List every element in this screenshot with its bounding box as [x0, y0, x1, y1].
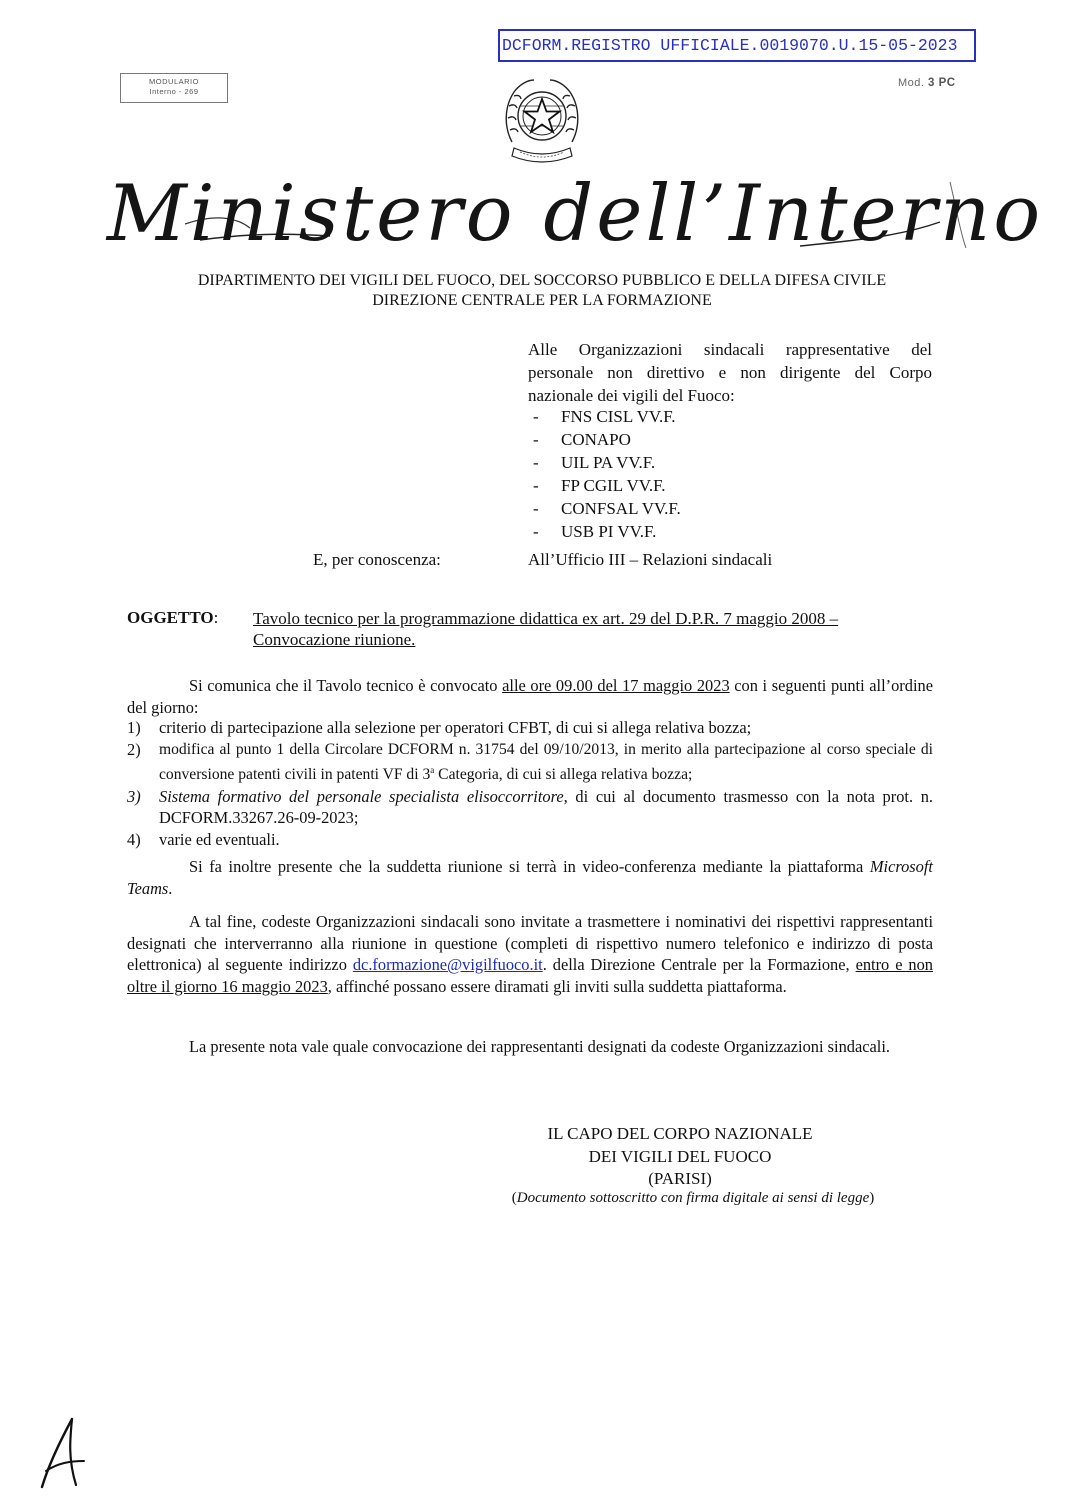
paragraph-text: [127, 675, 933, 718]
ministry-masthead-logo: [106, 162, 1044, 266]
text-run: . della Direzione Centrale per la Formazione,: [542, 955, 856, 974]
agenda-text: Categoria, di cui si allega relativa bozza;: [434, 766, 693, 784]
agenda-text: criterio di partecipazione alla selezione per operatori CFBT, di cui si allega relativa bozza;: [159, 718, 752, 737]
list-bullet: -: [533, 522, 539, 541]
subject-label: [127, 608, 218, 628]
list-bullet: -: [533, 407, 539, 426]
modulario-title: MODULARIO: [149, 77, 199, 86]
organization-name: USB PI VV.F.: [561, 522, 657, 541]
meeting-date-time: alle ore 09.00 del 17 maggio 2023: [502, 676, 730, 695]
subject-label-text: OGGETTO: [127, 608, 214, 627]
list-bullet: -: [533, 499, 539, 518]
department-header: [0, 271, 1084, 311]
paragraph-nominations: [127, 911, 933, 997]
note-text: Documento sottoscritto con firma digitale ai sensi di legge: [516, 1190, 870, 1206]
list-bullet: -: [533, 430, 539, 449]
organization-name: FNS CISL VV.F.: [561, 407, 676, 426]
agenda-number: 4): [127, 829, 141, 849]
text-run: con i seguenti punti all’ordine del giorno:: [127, 676, 933, 717]
paragraph-convocation: [127, 675, 933, 718]
text-run: Si fa inoltre presente che la suddetta riunione si terrà in video-conferenza mediante la piattaforma: [189, 857, 870, 876]
subject-colon: :: [213, 608, 219, 627]
subject-text: [253, 608, 933, 650]
handwritten-initial-icon: [36, 1415, 88, 1491]
modulario-code: Interno - 269: [149, 87, 199, 96]
signatory-title: DEI VIGILI DEL FUOCO: [588, 1146, 772, 1166]
organization-name: UIL PA VV.F.: [561, 453, 656, 472]
organization-name: CONAPO: [561, 430, 631, 449]
signature-block: [480, 1123, 880, 1191]
organization-name: CONFSAL VV.F.: [561, 499, 681, 518]
signatory-title: IL CAPO DEL CORPO NAZIONALE: [547, 1124, 813, 1143]
text-run: A tal fine, codeste Organizzazioni sindacali sono invitate a trasmettere i nominativi dei rispettivi rappresentanti designati che interverranno alla riunione in questione (completi di rispettivo numero telefonico e indirizzo di posta elettronica) al seguente indirizzo: [127, 912, 933, 974]
italian-republic-emblem-icon: [500, 72, 584, 166]
text-run: , affinché possano essere diramati gli inviti sulla suddetta piattaforma.: [327, 976, 787, 996]
signatory-name: (PARISI): [648, 1169, 712, 1188]
form-code: [898, 77, 956, 89]
agenda-number: 2): [127, 739, 141, 759]
department-name: DIPARTIMENTO DEI VIGILI DEL FUOCO, DEL SOCCORSO PUBBLICO E DELLA DIFESA CIVILE: [197, 272, 887, 289]
platform-name: Microsoft Teams: [127, 857, 933, 898]
addressees-intro: Alle Organizzazioni sindacali rappresentative del personale non direttivo e non dirigente del Corpo nazionale dei vigili del Fuoco:: [528, 340, 932, 405]
paragraph-videoconference: [127, 856, 933, 899]
deadline-date: entro e non oltre il giorno 16 maggio 2023: [127, 955, 934, 996]
organization-name: FP CGIL VV.F.: [561, 476, 666, 495]
cc-recipient: All’Ufficio III – Relazioni sindacali: [528, 550, 773, 569]
agenda-superscript: a: [430, 765, 435, 775]
list-bullet: -: [533, 453, 539, 472]
agenda-text: varie ed eventuali.: [159, 829, 280, 849]
agenda-item: [127, 717, 933, 739]
digital-signature-note: [420, 1190, 966, 1207]
agenda-number: 3): [127, 786, 141, 806]
form-code-prefix: Mod.: [898, 77, 925, 89]
paragraph-closing: La presente nota vale quale convocazione dei rappresentanti designati da codeste Organizzazioni sindacali.: [189, 1037, 891, 1056]
agenda-text: modifica al punto 1 della Circolare DCFORM n. 31754 del 09/10/2013, in merito alla partecipazione al corso speciale di conversione patenti civili in patenti VF di 3: [159, 740, 933, 784]
modulario-box: [120, 73, 228, 103]
list-bullet: -: [533, 476, 539, 495]
agenda-text: , di cui al documento trasmesso con la nota prot. n. DCFORM.33267.26-09-2023;: [159, 786, 934, 828]
subject-line: Convocazione riunione.: [253, 630, 416, 649]
paren: (: [511, 1190, 517, 1206]
agenda-item: [127, 739, 933, 786]
agenda-item: [127, 829, 933, 851]
protocol-stamp: DCFORM.REGISTRO UFFICIALE.0019070.U.15-05-2023: [498, 29, 976, 62]
text-run: .: [168, 878, 173, 898]
text-run: Si comunica che il Tavolo tecnico è convocato: [189, 676, 503, 695]
agenda-item: [127, 786, 933, 829]
directorate-name: DIREZIONE CENTRALE PER LA FORMAZIONE: [372, 292, 712, 309]
agenda-number: 1): [127, 718, 141, 737]
form-code-value: 3 PC: [928, 77, 956, 89]
subject-line: Tavolo tecnico per la programmazione didattica ex art. 29 del D.P.R. 7 maggio 2008 –: [253, 609, 839, 628]
agenda-list: [127, 717, 933, 850]
paren: ): [869, 1190, 875, 1206]
email-link[interactable]: dc.formazione@vigilfuoco.it: [352, 955, 543, 974]
cc-label: E, per conoscenza:: [313, 550, 441, 569]
masthead-text: Ministero dell’Interno: [106, 169, 1044, 259]
agenda-title: Sistema formativo del personale specialista elisoccorritore: [159, 786, 564, 806]
